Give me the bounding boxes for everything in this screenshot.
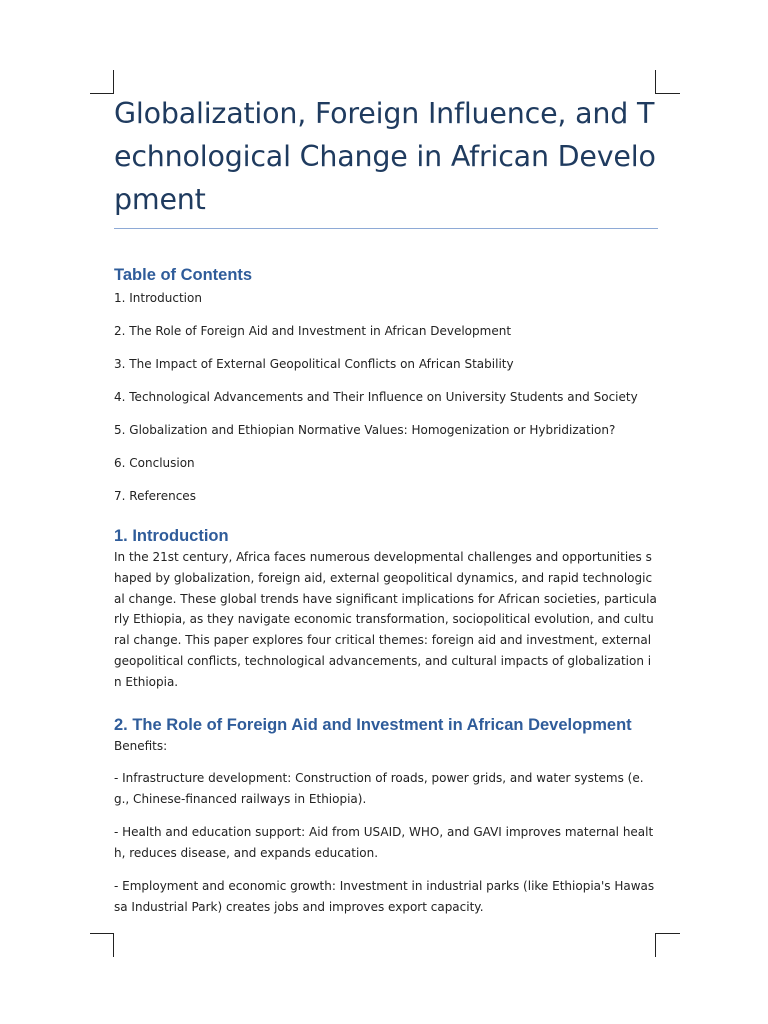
document-page xyxy=(114,92,658,918)
toc-item-geopolitical-conflicts[interactable]: 3. The Impact of External Geopolitical Conflicts on African Stability xyxy=(114,357,514,371)
crop-mark-bottom-left xyxy=(90,933,114,934)
table-of-contents xyxy=(114,288,658,506)
benefit-item-infrastructure: - Infrastructure development: Construction of roads, power grids, and water systems (e.g., Chinese-financed railways in Ethiopia). xyxy=(114,771,644,807)
crop-mark-top-right xyxy=(655,93,680,94)
crop-mark-top-left xyxy=(113,70,114,94)
toc-item-globalization-values[interactable]: 5. Globalization and Ethiopian Normative Values: Homogenization or Hybridization? xyxy=(114,423,616,437)
section-heading-foreign-aid: 2. The Role of Foreign Aid and Investment in African Development xyxy=(114,715,632,734)
benefit-item-employment: - Employment and economic growth: Investment in industrial parks (like Ethiopia's Hawassa Industrial Park) creates jobs and improves export capacity. xyxy=(114,879,655,915)
toc-item-foreign-aid[interactable]: 2. The Role of Foreign Aid and Investment in African Development xyxy=(114,324,512,338)
toc-item-technological-advancements[interactable]: 4. Technological Advancements and Their Influence on University Students and Society xyxy=(114,390,638,404)
toc-item-conclusion[interactable]: 6. Conclusion xyxy=(114,456,195,470)
section-heading-introduction: 1. Introduction xyxy=(114,527,229,545)
crop-mark-top-left xyxy=(90,93,114,94)
crop-mark-bottom-right xyxy=(655,933,680,934)
title-divider xyxy=(114,228,658,229)
crop-mark-top-right xyxy=(655,70,656,94)
crop-mark-bottom-left xyxy=(113,933,114,957)
benefits-label: Benefits: xyxy=(114,738,168,753)
toc-item-references[interactable]: 7. References xyxy=(114,489,196,503)
introduction-paragraph: In the 21st century, Africa faces numerous developmental challenges and opportunities shaped by globalization, foreign aid, external geopolitical dynamics, and rapid technological change. These global trends have significant implications for African societies, particularly Ethiopia, as they navigate economic transformation, sociopolitical evolution, and cultural change. This paper explores four critical themes: foreign aid and investment, external geopolitical conflicts, technological advancements, and cultural impacts of globalization in Ethiopia. xyxy=(114,550,657,689)
toc-item-introduction[interactable]: 1. Introduction xyxy=(114,291,202,305)
crop-mark-bottom-right xyxy=(655,933,656,957)
toc-heading: Table of Contents xyxy=(114,266,253,284)
benefit-item-health-education: - Health and education support: Aid from USAID, WHO, and GAVI improves maternal health, reduces disease, and expands education. xyxy=(114,825,654,861)
document-title: Globalization, Foreign Influence, and Technological Change in African Development xyxy=(114,97,656,216)
